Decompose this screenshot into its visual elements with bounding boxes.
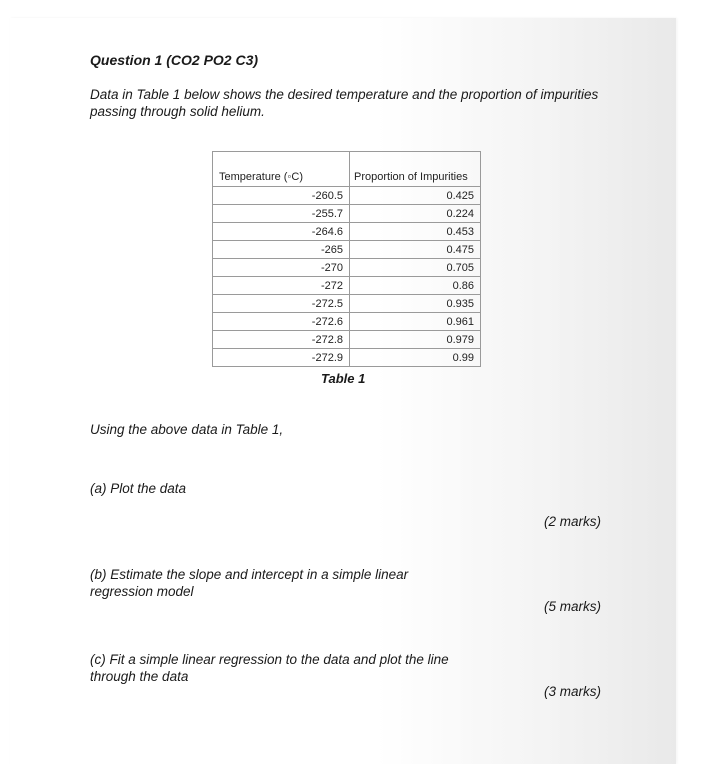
table-row [213, 277, 481, 295]
proportion-cell: 0.705 [350, 259, 481, 277]
instruction-text: Using the above data in Table 1, [90, 422, 284, 437]
temperature-cell: -272.9 [213, 349, 350, 367]
proportion-cell: 0.935 [350, 295, 481, 313]
table-row [213, 295, 481, 313]
table-row [213, 313, 481, 331]
proportion-cell: 0.86 [350, 277, 481, 295]
table-row [213, 241, 481, 259]
part-b-marks: (5 marks) [544, 599, 601, 614]
question-intro: Data in Table 1 below shows the desired temperature and the proportion of impurities passing through solid helium. [90, 87, 599, 119]
part-a-text: (a) Plot the data [90, 481, 187, 496]
proportion-cell: 0.961 [350, 313, 481, 331]
table-header-row [213, 152, 481, 187]
proportion-cell: 0.224 [350, 205, 481, 223]
table-row [213, 331, 481, 349]
part-a-marks: (2 marks) [544, 514, 601, 529]
temperature-cell: -260.5 [213, 187, 350, 205]
part-c-text: (c) Fit a simple linear regression to the data and plot the line through the data [90, 652, 449, 684]
table-row [213, 205, 481, 223]
temperature-cell: -272.6 [213, 313, 350, 331]
temperature-cell: -272 [213, 277, 350, 295]
table-row [213, 223, 481, 241]
temperature-cell: -255.7 [213, 205, 350, 223]
table-caption: Table 1 [321, 371, 366, 386]
proportion-cell: 0.979 [350, 331, 481, 349]
proportion-cell: 0.425 [350, 187, 481, 205]
temperature-cell: -265 [213, 241, 350, 259]
table-row [213, 187, 481, 205]
data-table [212, 151, 481, 367]
question-title: Question 1 (CO2 PO2 C3) [90, 52, 259, 68]
table-row [213, 349, 481, 367]
part-c-marks: (3 marks) [544, 684, 601, 699]
proportion-cell: 0.475 [350, 241, 481, 259]
temperature-cell: -272.8 [213, 331, 350, 349]
column-header-temperature: Temperature (◦C) [213, 152, 350, 187]
table-row [213, 259, 481, 277]
temperature-cell: -270 [213, 259, 350, 277]
proportion-cell: 0.99 [350, 349, 481, 367]
proportion-cell: 0.453 [350, 223, 481, 241]
temperature-cell: -264.6 [213, 223, 350, 241]
column-header-proportion: Proportion of Impurities [350, 152, 481, 187]
temperature-cell: -272.5 [213, 295, 350, 313]
part-b-text: (b) Estimate the slope and intercept in a simple linear regression model [90, 567, 409, 599]
